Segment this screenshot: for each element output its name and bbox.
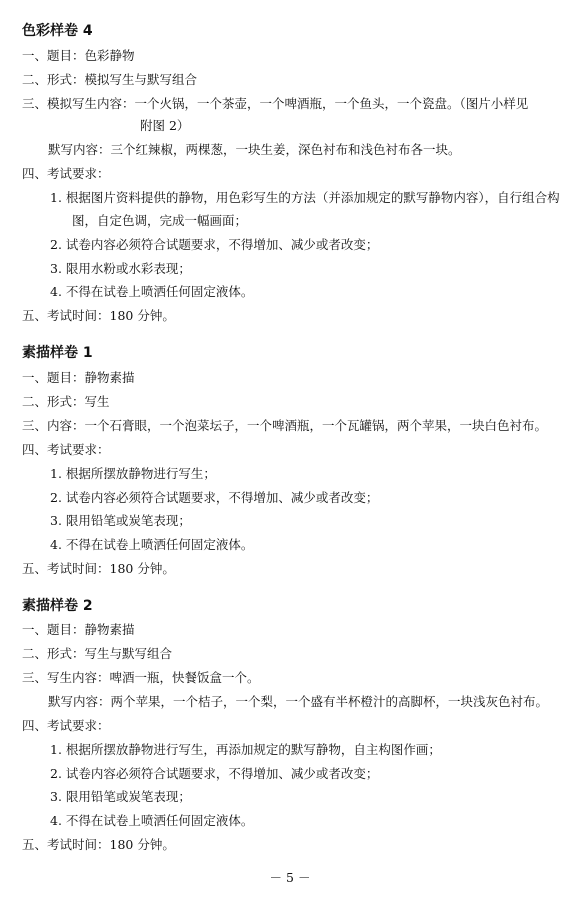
requirement-3: 3. 限用水粉或水彩表现； bbox=[50, 261, 191, 276]
requirement-4: 4. 不得在试卷上喷洒任何固定液体。 bbox=[50, 284, 254, 299]
item-topic: 一、题目：静物素描 bbox=[22, 622, 135, 637]
item-content: 三、写生内容：啤酒一瓶，快餐饭盒一个。 bbox=[22, 670, 260, 685]
item-memory: 默写内容：三个红辣椒，两棵葱，一块生姜，深色衬布和浅色衬布各一块。 bbox=[48, 142, 461, 157]
requirement-1: 1. 根据所摆放静物进行写生； bbox=[50, 466, 216, 481]
item-content: 三、模拟写生内容：一个火锅，一个茶壶，一个啤酒瓶，一个鱼头，一个瓷盘。（图片小样见 bbox=[22, 96, 529, 111]
requirement-4: 4. 不得在试卷上喷洒任何固定液体。 bbox=[50, 537, 254, 552]
requirement-4: 4. 不得在试卷上喷洒任何固定液体。 bbox=[50, 813, 254, 828]
item-memory: 默写内容：两个苹果，一个桔子，一个梨，一个盛有半杯橙汁的高脚杯，一块浅灰色衬布。 bbox=[48, 694, 549, 709]
item-requirements: 四、考试要求： bbox=[22, 166, 110, 181]
item-time: 五、考试时间：180 分钟。 bbox=[22, 308, 175, 323]
requirement-1: 1. 根据所摆放静物进行写生，再添加规定的默写静物，自主构图作画； bbox=[50, 742, 441, 757]
section-title-color-4: 色彩样卷 4 bbox=[22, 23, 93, 39]
requirement-3: 3. 限用铅笔或炭笔表现； bbox=[50, 513, 191, 528]
item-form: 二、形式：模拟写生与默写组合 bbox=[22, 72, 198, 87]
requirement-1-cont: 图，自定色调，完成一幅画面； bbox=[72, 213, 248, 228]
item-content-cont: 附图 2） bbox=[140, 118, 190, 133]
item-form: 二、形式：写生 bbox=[22, 394, 110, 409]
item-form: 二、形式：写生与默写组合 bbox=[22, 646, 173, 661]
item-topic: 一、题目：静物素描 bbox=[22, 370, 135, 385]
section-title-sketch-1: 素描样卷 1 bbox=[22, 345, 93, 361]
item-topic: 一、题目：色彩静物 bbox=[22, 48, 135, 63]
item-time: 五、考试时间：180 分钟。 bbox=[22, 837, 175, 852]
item-content: 三、内容：一个石膏眼，一个泡菜坛子，一个啤酒瓶，一个瓦罐锅，两个苹果，一块白色衬布。 bbox=[22, 418, 548, 433]
page-number: － 5 － bbox=[269, 870, 311, 885]
requirement-2: 2. 试卷内容必须符合试题要求，不得增加、减少或者改变； bbox=[50, 237, 379, 252]
section-title-sketch-2: 素描样卷 2 bbox=[22, 598, 93, 614]
item-requirements: 四、考试要求： bbox=[22, 442, 110, 457]
requirement-2: 2. 试卷内容必须符合试题要求，不得增加、减少或者改变； bbox=[50, 490, 379, 505]
requirement-1: 1. 根据图片资料提供的静物，用色彩写生的方法（并添加规定的默写静物内容），自行组合构 bbox=[50, 190, 560, 205]
item-time: 五、考试时间：180 分钟。 bbox=[22, 561, 175, 576]
requirement-2: 2. 试卷内容必须符合试题要求，不得增加、减少或者改变； bbox=[50, 766, 379, 781]
requirement-3: 3. 限用铅笔或炭笔表现； bbox=[50, 789, 191, 804]
item-requirements: 四、考试要求： bbox=[22, 718, 110, 733]
